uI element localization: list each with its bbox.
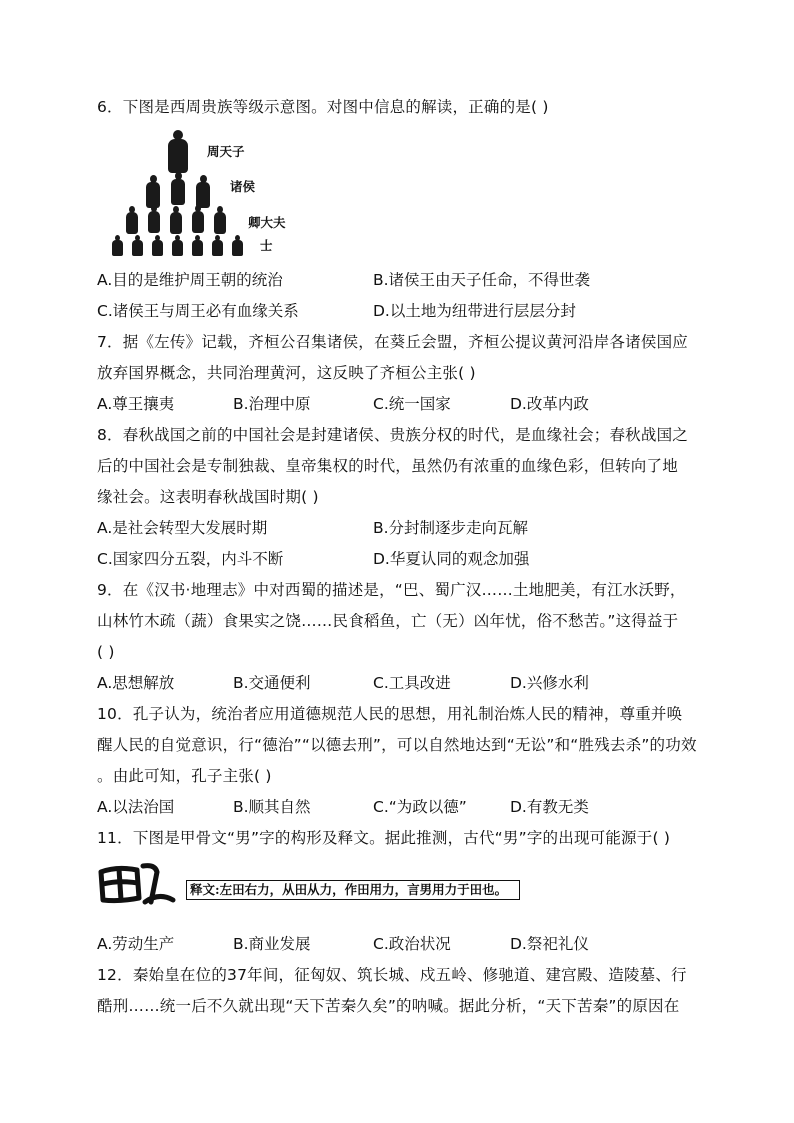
q6-stem: 6．下图是西周贵族等级示意图。对图中信息的解读，正确的是( ) (97, 98, 549, 116)
q9-option-a[interactable]: A.思想解放 (97, 674, 175, 692)
scholar-figure-icon (132, 240, 143, 256)
q11-option-c[interactable]: C.政治状况 (373, 935, 451, 953)
scholar-figure-icon (112, 240, 123, 256)
minister-figure-icon (126, 212, 138, 234)
q12-stem-line: 12．秦始皇在位的37年间，征匈奴、筑长城、戍五岭、修驰道、建宫殿、造陵墓、行 (97, 966, 687, 984)
noble-figure-icon (171, 179, 185, 205)
q7-stem-line: 7．据《左传》记载，齐桓公召集诸侯，在葵丘会盟，齐桓公提议黄河沿岸各诸侯国应 (97, 333, 688, 351)
minister-figure-icon (214, 212, 226, 234)
q7-stem-line: 放弃国界概念，共同治理黄河，这反映了齐桓公主张( ) (97, 364, 476, 382)
q10-option-b[interactable]: B.顺其自然 (233, 798, 311, 816)
scholar-figure-icon (212, 240, 223, 256)
oracle-explanation-box: 释文:左田右力，从田从力，作田用力，言男用力于田也。 (186, 880, 520, 900)
minister-figure-icon (148, 211, 160, 233)
q10-stem-line: 醒人民的自觉意识，行“德治”“以德去刑”，可以自然地达到“无讼”和“胜残去杀”的功效 (97, 736, 697, 754)
q12-stem-line: 酷刑……统一后不久就出现“天下苦秦久矣”的呐喊。据此分析，“天下苦秦”的原因在 (97, 997, 680, 1015)
q9-option-c[interactable]: C.工具改进 (373, 674, 451, 692)
q8-stem-line: 8．春秋战国之前的中国社会是封建诸侯、贵族分权的时代，是血缘社会；春秋战国之 (97, 426, 688, 444)
minister-figure-icon (192, 211, 204, 233)
q8-stem-line: 后的中国社会是专制独裁、皇帝集权的时代，虽然仍有浓重的血缘色彩，但转向了地 (97, 457, 678, 475)
pyramid-label-tianzi: 周天子 (207, 144, 245, 159)
q9-stem-line: 9．在《汉书·地理志》中对西蜀的描述是，“巴、蜀广汉……土地肥美，有江水沃野， (97, 581, 686, 599)
q6-option-c[interactable]: C.诸侯王与周王必有血缘关系 (97, 302, 299, 320)
q9-option-b[interactable]: B.交通便利 (233, 674, 311, 692)
q10-option-c[interactable]: C.“为政以德” (373, 798, 467, 816)
q11-option-b[interactable]: B.商业发展 (233, 935, 311, 953)
q9-option-d[interactable]: D.兴修水利 (510, 674, 589, 692)
pyramid-label-zhuhou: 诸侯 (230, 179, 256, 194)
scholar-figure-icon (152, 240, 163, 256)
q6-option-b[interactable]: B.诸侯王由天子任命，不得世袭 (373, 271, 591, 289)
q7-option-c[interactable]: C.统一国家 (373, 395, 451, 413)
emperor-figure-icon (168, 139, 188, 173)
scholar-figure-icon (192, 240, 203, 256)
scholar-figure-icon (232, 240, 243, 256)
pyramid-label-qingdafu: 卿大夫 (248, 215, 286, 230)
q9-stem-line: 山林竹木疏（蔬）食果实之饶……民食稻鱼，亡（无）凶年忧，俗不愁苦。”这得益于 (97, 612, 679, 630)
pyramid-label-shi: 士 (260, 238, 273, 253)
q6-option-a[interactable]: A.目的是维护周王朝的统治 (97, 271, 283, 289)
q7-option-b[interactable]: B.治理中原 (233, 395, 311, 413)
q8-option-b[interactable]: B.分封制逐步走向瓦解 (373, 519, 529, 537)
scholar-figure-icon (172, 240, 183, 256)
oracle-bone-nan-glyph-icon (97, 862, 177, 910)
q7-option-d[interactable]: D.改革内政 (510, 395, 589, 413)
q10-option-a[interactable]: A.以法治国 (97, 798, 175, 816)
q10-stem-line: 10．孔子认为，统治者应用道德规范人民的思想，用礼制治炼人民的精神，尊重并唤 (97, 705, 683, 723)
q11-stem: 11．下图是甲骨文“男”字的构形及释文。据此推测，古代“男”字的出现可能源于( ) (97, 829, 671, 847)
minister-figure-icon (170, 212, 182, 234)
q10-option-d[interactable]: D.有教无类 (510, 798, 589, 816)
q11-option-a[interactable]: A.劳动生产 (97, 935, 175, 953)
q8-option-c[interactable]: C.国家四分五裂，内斗不断 (97, 550, 284, 568)
q8-option-a[interactable]: A.是社会转型大发展时期 (97, 519, 268, 537)
q8-stem-line: 缘社会。这表明春秋战国时期( ) (97, 488, 319, 506)
q6-option-d[interactable]: D.以土地为纽带进行层层分封 (373, 302, 576, 320)
q9-stem-line: ( ) (97, 643, 115, 661)
q11-option-d[interactable]: D.祭祀礼仪 (510, 935, 589, 953)
zhou-hierarchy-pyramid-figure (108, 127, 298, 259)
q8-option-d[interactable]: D.华夏认同的观念加强 (373, 550, 530, 568)
q10-stem-line: 。由此可知，孔子主张( ) (97, 767, 272, 785)
q7-option-a[interactable]: A.尊王攘夷 (97, 395, 175, 413)
